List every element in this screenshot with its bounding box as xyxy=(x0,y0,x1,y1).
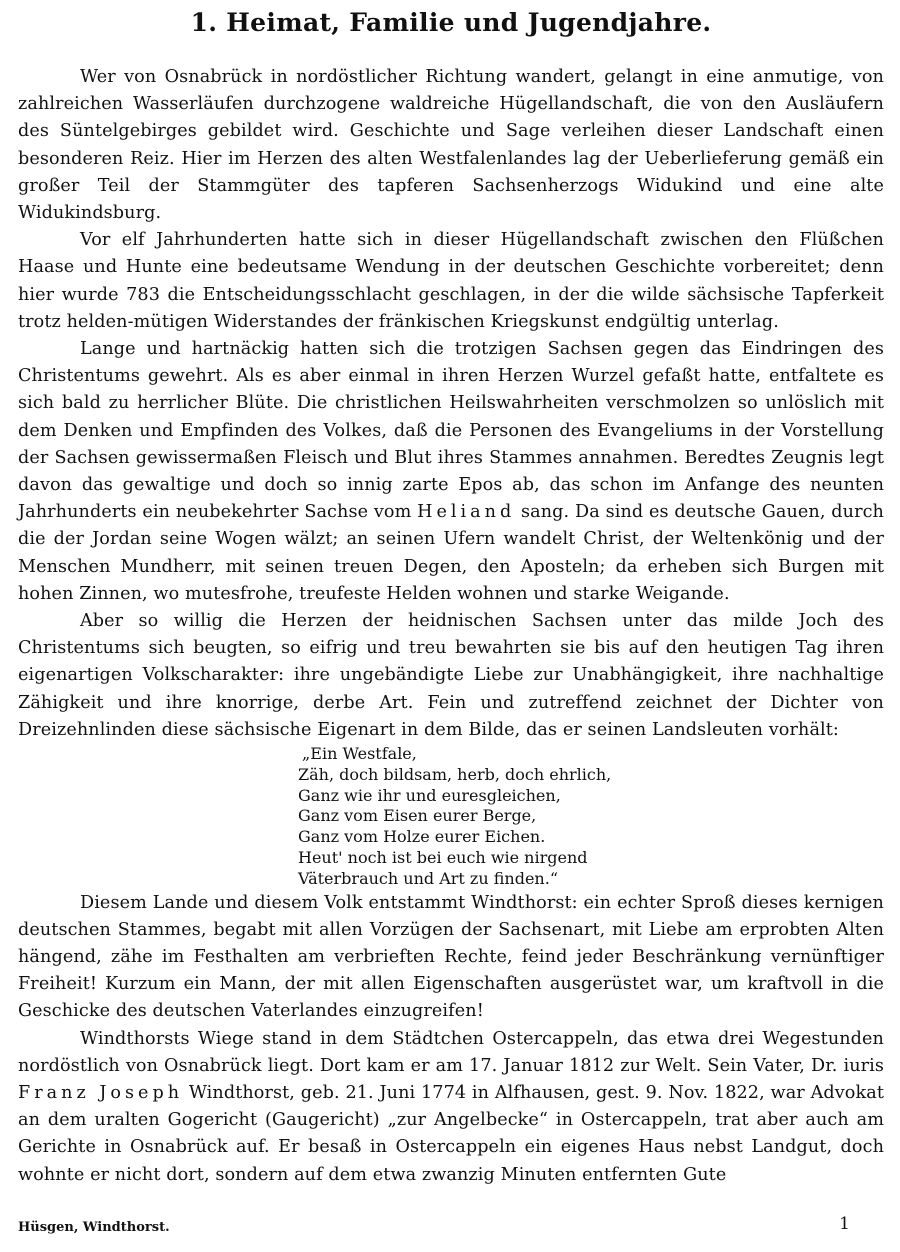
paragraph-6-text-after: Windthorst, geb. 21. Juni 1774 in Alfhausen, gest. 9. Nov. 1822, war Advokat an dem uralten Gogericht (Gaugericht) „zur Angelbecke“ in Ostercappeln, trat aber auch am Gerichte in Osnabrück auf. Er besaß in Ostercappeln ein eigenes Haus nebst Landgut, doch wohnte er nicht dort, sondern auf dem etwa zwanzig Minuten entfernten Gute xyxy=(18,1083,884,1185)
chapter-title: 1. Heimat, Familie und Jugendjahre. xyxy=(190,8,712,37)
poem-line: Ganz wie ihr und euresgleichen, xyxy=(298,785,561,805)
paragraph-1: Wer von Osnabrück in nordöstlicher Richtung wandert, gelangt in eine anmutige, von zahlreichen Wasserläufen durchzogene waldreiche Hügellandschaft, die von den Ausläufern des Süntelgebirges gebildet wird. Geschichte und Sage verleihen dieser Landschaft einen besonderen Reiz. Hier im Herzen des alten Westfalenlandes lag der Ueberlieferung gemäß ein großer Teil der Stammgüter des tapferen Sachsenherzogs Widukind und eine alte Widukindsburg. xyxy=(18,67,884,224)
paragraph-5: Diesem Lande und diesem Volk entstammt Windthorst: ein echter Sproß dieses kernigen deutschen Stammes, begabt mit allen Vorzügen der Sachsenart, mit Liebe am erprobten Alten hängend, zähe im Festhalten am verbrieften Rechte, feind jeder Beschränkung vernünftiger Freiheit! Kurzum ein Mann, der mit allen Eigenschaften ausgerüstet war, um kraftvoll in die Geschicke des deutschen Vaterlandes einzugreifen! xyxy=(18,892,884,1022)
heliand-spaced-word: Heliand xyxy=(417,502,516,523)
poem-line: Heut' noch ist bei euch wie nirgend xyxy=(298,848,588,868)
paragraph-2: Vor elf Jahrhunderten hatte sich in dieser Hügellandschaft zwischen den Flüßchen Haase und Hunte eine bedeutsame Wendung in der deutschen Geschichte vorbereitet; denn hier wurde 783 die Entscheidungsschlacht geschlagen, in der die wilde sächsische Tapferkeit trotz helden-mütigen Widerstandes der fränkischen Kriegskunst endgültig unterlag. xyxy=(18,230,884,332)
poem-line: „Ein Westfale, xyxy=(302,744,417,764)
body-text xyxy=(18,64,884,1189)
paragraph-6-text-before: Windthorsts Wiege stand in dem Städtchen Ostercappeln, das etwa drei Wegestunden nordöstlich von Osnabrück liegt. Dort kam er am 17. Januar 1812 zur Welt. Sein Vater, Dr. iuris xyxy=(18,1028,884,1076)
book-page xyxy=(18,0,884,1252)
page-footer xyxy=(18,1214,884,1240)
poem-line: Zäh, doch bildsam, herb, doch ehrlich, xyxy=(298,764,612,784)
poem-quote xyxy=(298,744,884,890)
paragraph-4: Aber so willig die Herzen der heidnischen Sachsen unter das milde Joch des Christentums sich beugten, so eifrig und treu bewahrten sie bis auf den heutigen Tag ihren eigenartigen Volkscharakter: ihre ungebändigte Liebe zur Unabhängigkeit, ihre nachhaltige Zähigkeit und ihre knorrige, derbe Art. Fein und zutreffend zeichnet der Dichter von Dreizehnlinden diese sächsische Eigenart in dem Bilde, das er seinen Landsleuten vorhält: xyxy=(18,611,884,740)
page-number: 1 xyxy=(839,1214,850,1234)
paragraph-3-text-before: Lange und hartnäckig hatten sich die trotzigen Sachsen gegen das Eindringen des Christentums gewehrt. Als es aber einmal in ihren Herzen Wurzel gefaßt hatte, entfaltete es sich bald zu herrlicher Blüte. Die christlichen Heilswahrheiten verschmolzen so unlöslich mit dem Denken und Empfinden des Volkes, daß die Personen des Evangeliums in der Vorstellung der Sachsen gewissermaßen Fleisch und Blut ihres Stammes annahmen. Beredtes Zeugnis legt davon das gewaltige und doch so innig zarte Epos ab, das schon im Anfange des neunten Jahrhunderts ein neubekehrter Sachse vom xyxy=(18,339,884,523)
footer-signature: Hüsgen, Windthorst. xyxy=(18,1220,170,1235)
paragraph-6 xyxy=(18,1026,884,1189)
franz-joseph-spaced-name: Franz Joseph xyxy=(18,1083,184,1104)
poem-line: Väterbrauch und Art zu finden.“ xyxy=(298,868,558,888)
poem-line: Ganz vom Holze eurer Eichen. xyxy=(298,827,546,847)
poem-line: Ganz vom Eisen eurer Berge, xyxy=(298,806,537,826)
paragraph-3-text-after: sang. Da sind es deutsche Gauen, durch die der Jordan seine Wogen wälzt; an seinen Ufern wandelt Christ, der Weltenkönig und der Menschen Mundherr, mit seinen treuen Degen, den Aposteln; da erheben sich Burgen mit hohen Zinnen, wo mutesfrohe, treufeste Helden wohnen und starke Weigande. xyxy=(18,502,884,604)
paragraph-3 xyxy=(18,336,884,608)
